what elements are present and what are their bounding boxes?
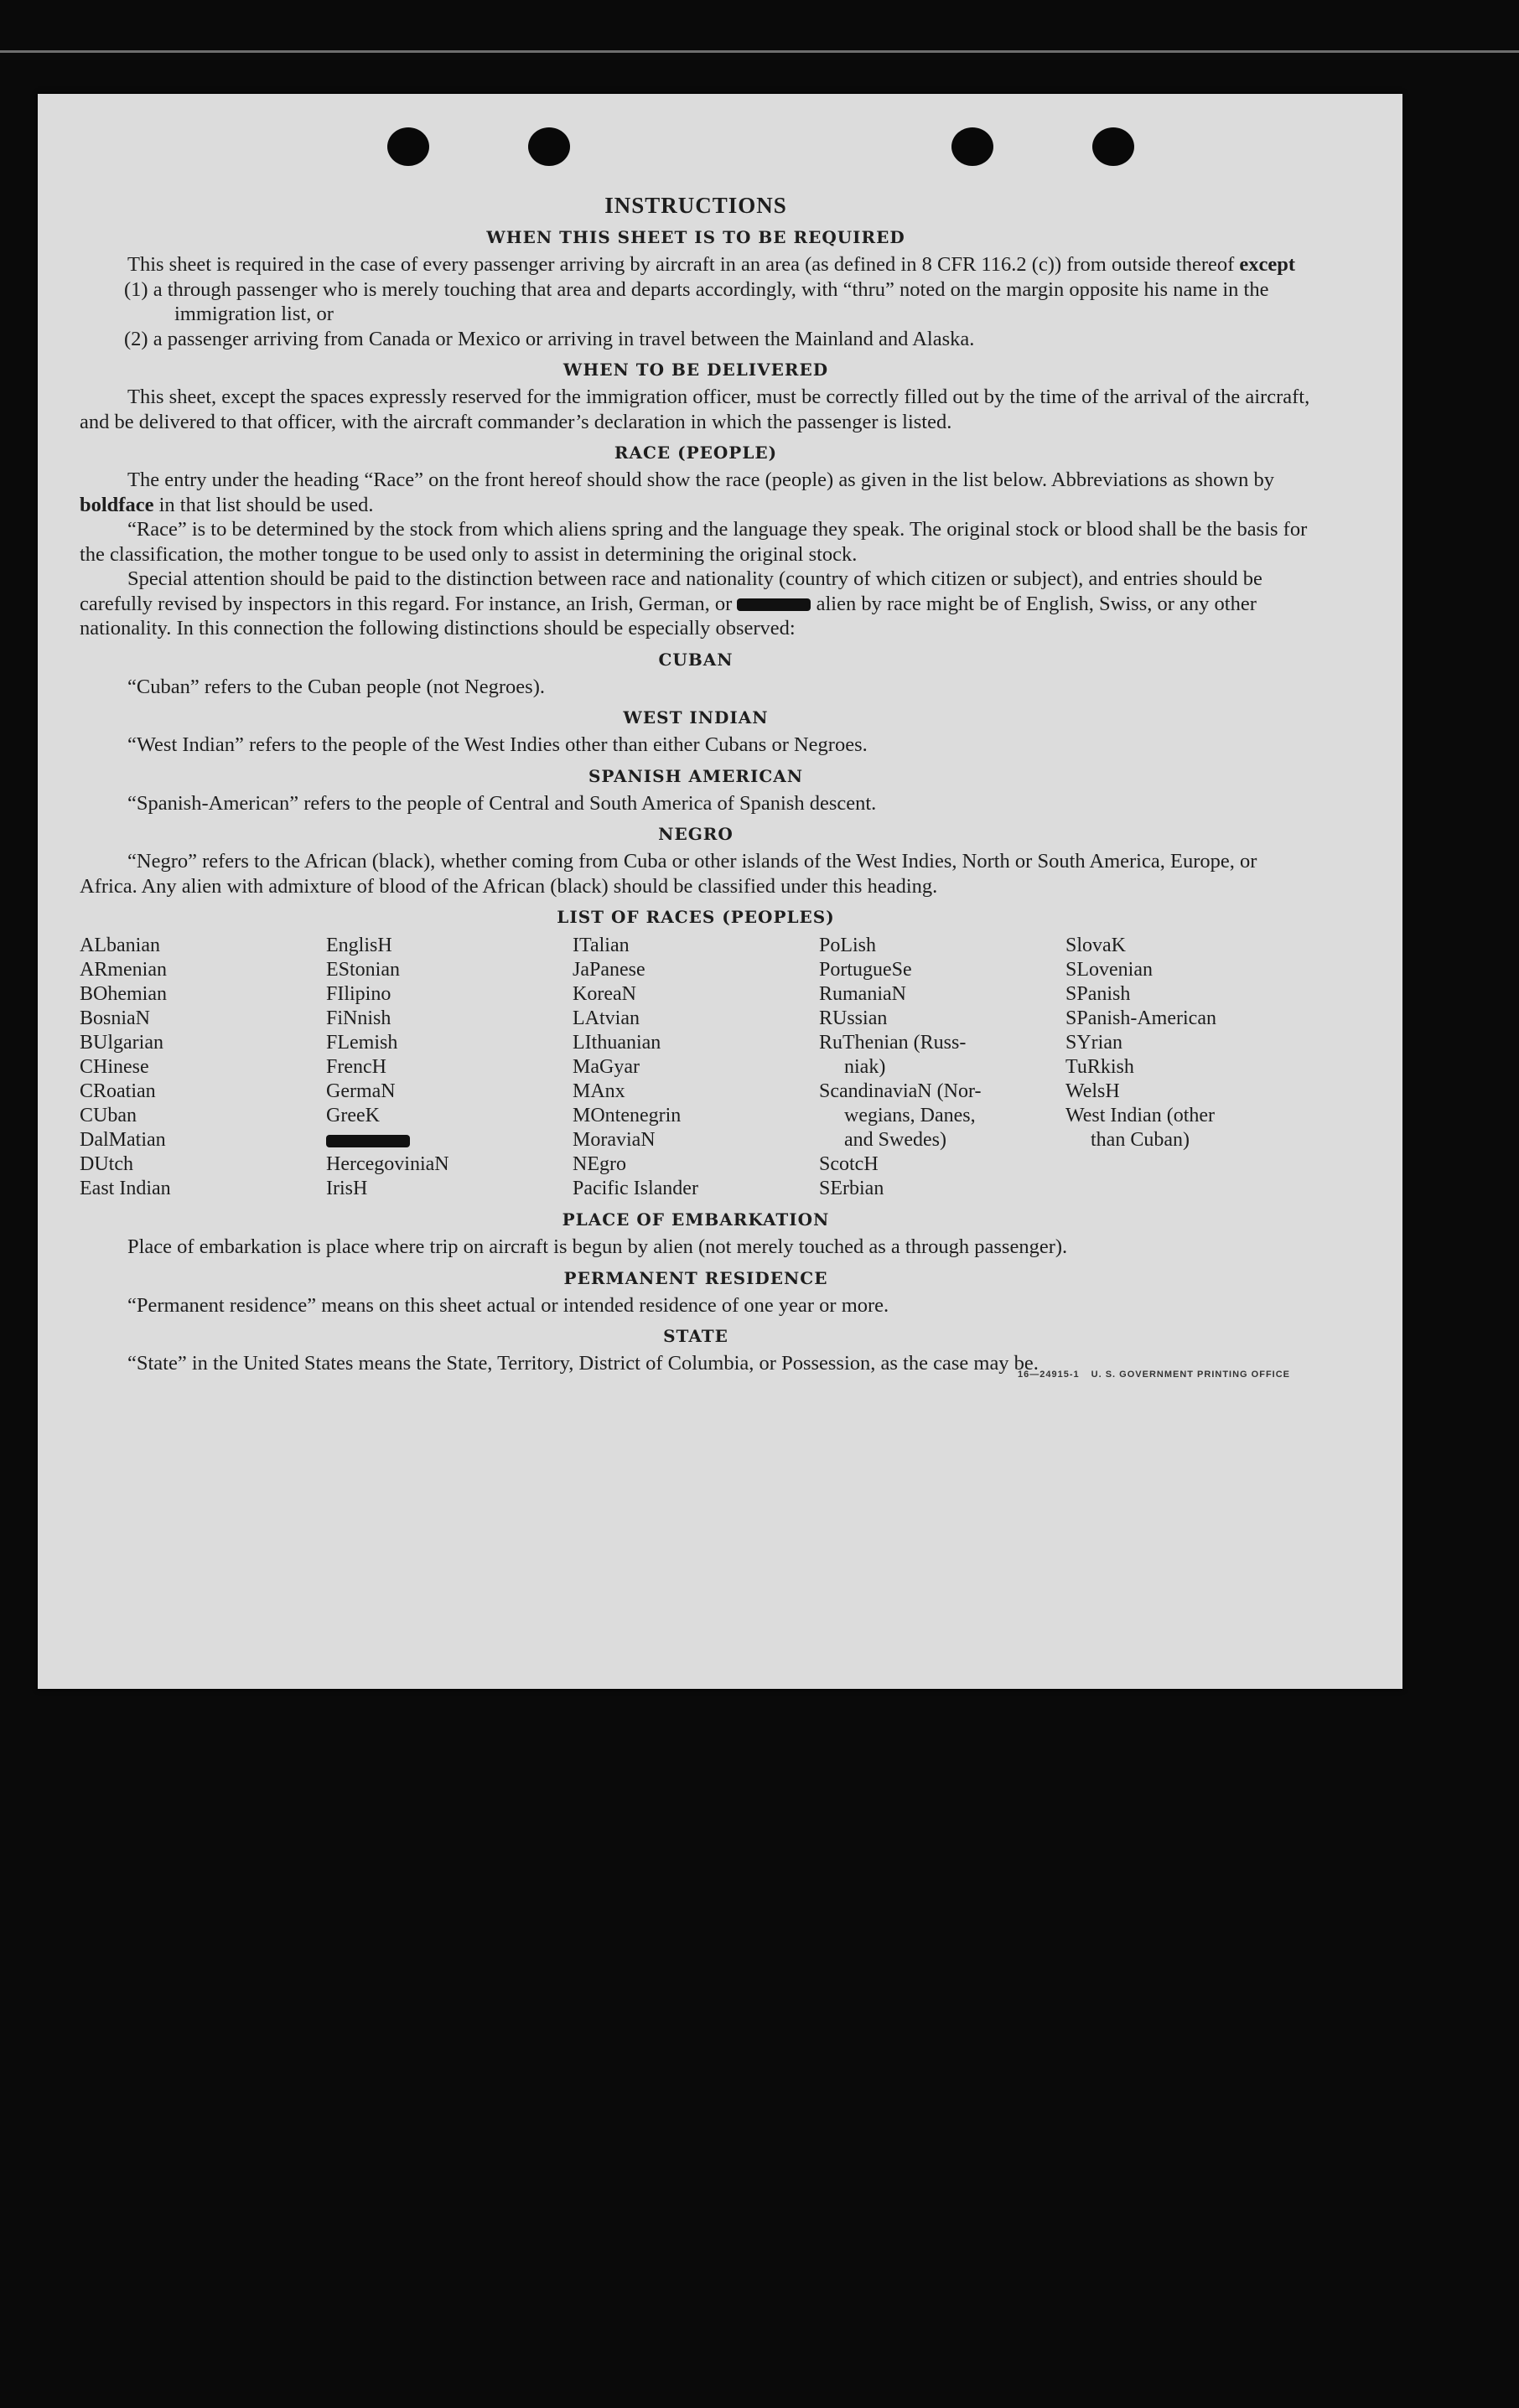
required-intro-except: except xyxy=(1239,253,1296,276)
race-paragraph-3: Special attention should be paid to the distinction between race and nationality (country of which citizen or subject), and entries should be carefully revised by inspectors in this regard. For instance, an Irish, German, or alien by race might be of English, Swiss, or any other nationality. In this connection the following distinctions should be especially observed: xyxy=(80,567,1262,640)
race-entry: LAtvian xyxy=(573,1007,640,1029)
race-column xyxy=(326,934,573,1201)
race-entry: PoLish xyxy=(819,935,877,956)
sheet-content xyxy=(80,193,1312,1380)
race-entry: MoraviaN xyxy=(573,1129,656,1151)
page-title: INSTRUCTIONS xyxy=(604,193,787,218)
race-entry: FrencH xyxy=(326,1056,386,1078)
race-entry: DalMatian xyxy=(80,1129,166,1151)
section-heading-cuban: CUBAN xyxy=(658,649,734,670)
race-paragraph-2: “Race” is to be determined by the stock from which aliens spring and the language they speak. The original stock or blood shall be the basis for the classification, the mother tongue to be used only to assist in determining the original stock. xyxy=(80,518,1308,566)
residence-text: “Permanent residence” means on this sheet actual or intended residence of one year or more. xyxy=(127,1293,889,1317)
punch-hole xyxy=(951,127,993,166)
race-entry: SLovenian xyxy=(1065,959,1153,981)
race-entry: SlovaK xyxy=(1065,935,1126,956)
race-entry: KoreaN xyxy=(573,983,636,1005)
race-entry: than Cuban) xyxy=(1091,1129,1190,1151)
race-entry: RuThenian (Russ- xyxy=(819,1032,967,1054)
race-paragraph-1: The entry under the heading “Race” on the front hereof should show the race (people) as given in the list below. Abbreviations as shown by boldface in that list should be used. xyxy=(80,469,1274,516)
state-row xyxy=(80,1351,1312,1380)
punch-hole xyxy=(1092,127,1134,166)
race-column xyxy=(80,934,326,1201)
race-entry: RUssian xyxy=(819,1007,888,1029)
race-entry: MAnx xyxy=(573,1080,625,1102)
race-entry: niak) xyxy=(844,1056,886,1078)
race-entry: ScandinaviaN (Nor- xyxy=(819,1080,982,1102)
section-heading-embarkation: PLACE OF EMBARKATION xyxy=(562,1209,830,1230)
west-indian-text: “West Indian” refers to the people of the West Indies other than either Cubans or Negroes. xyxy=(127,733,868,756)
race-entry: PortugueSe xyxy=(819,959,912,981)
race-entry: BosniaN xyxy=(80,1007,150,1029)
race-entry: CUban xyxy=(80,1105,137,1126)
race-entry: East Indian xyxy=(80,1178,171,1199)
scan-edge-line xyxy=(0,50,1519,53)
section-heading-list: LIST OF RACES (PEOPLES) xyxy=(557,907,835,927)
print-code xyxy=(1006,1370,1290,1380)
race-entry: and Swedes) xyxy=(844,1129,946,1151)
race-entry: MaGyar xyxy=(573,1056,640,1078)
race-entry: LIthuanian xyxy=(573,1032,661,1054)
section-heading-delivered: WHEN TO BE DELIVERED xyxy=(562,360,829,380)
race-entry: BUlgarian xyxy=(80,1032,163,1054)
race-entry: ALbanian xyxy=(80,935,160,956)
race-entry: ScotcH xyxy=(819,1153,879,1175)
cuban-text: “Cuban” refers to the Cuban people (not Negroes). xyxy=(127,675,545,698)
race-entry: BOhemian xyxy=(80,983,167,1005)
instruction-sheet xyxy=(38,94,1402,1689)
required-item: (2) a passenger arriving from Canada or Mexico or arriving in travel between the Mainland and Alaska. xyxy=(124,327,975,350)
section-heading-west-indian: WEST INDIAN xyxy=(623,707,769,728)
race-entry: NEgro xyxy=(573,1153,626,1175)
section-heading-residence: PERMANENT RESIDENCE xyxy=(563,1267,828,1288)
race-entry: SPanish xyxy=(1065,983,1131,1005)
race-entry: SPanish-American xyxy=(1065,1007,1216,1029)
race-entry: GermaN xyxy=(326,1080,396,1102)
race-column xyxy=(573,934,819,1201)
negro-text: “Negro” refers to the African (black), whether coming from Cuba or other islands of the West Indies, North or South America, Europe, or Africa. Any alien with admixture of blood of the African (black) should be classified under this heading. xyxy=(80,850,1257,898)
race-entry: TuRkish xyxy=(1065,1056,1134,1078)
race-entry: SYrian xyxy=(1065,1032,1122,1054)
punch-hole xyxy=(387,127,429,166)
race-entry: WelsH xyxy=(1065,1080,1120,1102)
required-item: (1) a through passenger who is merely touching that area and departs accordingly, with “thru” noted on the margin opposite his name in the immigration list, or xyxy=(124,277,1269,325)
race-entry: FiNnish xyxy=(326,1007,391,1029)
race-entry: JaPanese xyxy=(573,959,645,981)
race-entry: Pacific Islander xyxy=(573,1178,698,1199)
race-column xyxy=(1065,934,1312,1201)
redaction-mark xyxy=(737,598,811,611)
spanish-american-text: “Spanish-American” refers to the people of Central and South America of Spanish descent. xyxy=(127,791,877,815)
redaction-mark xyxy=(326,1135,410,1147)
embarkation-text: Place of embarkation is place where trip on aircraft is begun by alien (not merely touched as a through passenger). xyxy=(127,1235,1068,1258)
race-entry: ARmenian xyxy=(80,959,167,981)
section-heading-spanish-american: SPANISH AMERICAN xyxy=(588,765,804,786)
race-entry: CRoatian xyxy=(80,1080,156,1102)
printer-name: U. S. GOVERNMENT PRINTING OFFICE xyxy=(1091,1370,1290,1380)
punch-hole xyxy=(528,127,570,166)
race-entry: West Indian (other xyxy=(1065,1105,1216,1126)
form-number: 16—24915-1 xyxy=(1018,1370,1080,1380)
race-column xyxy=(819,934,1065,1201)
race-entry: DUtch xyxy=(80,1153,133,1175)
delivered-text: This sheet, except the spaces expressly reserved for the immigration officer, must be correctly filled out by the time of the arrival of the aircraft, and be delivered to that officer, with the aircraft commander’s declaration in which the passenger is listed. xyxy=(80,386,1310,433)
race-entry xyxy=(326,1128,573,1152)
race-entry: EStonian xyxy=(326,959,400,981)
race-list xyxy=(80,934,1312,1201)
section-heading-state: STATE xyxy=(663,1326,728,1346)
required-intro: This sheet is required in the case of every passenger arriving by aircraft in an area (as defined in 8 CFR 116.2 (c)) from outside thereof except xyxy=(127,253,1296,276)
race-entry: CHinese xyxy=(80,1056,149,1078)
section-heading-race: RACE (PEOPLE) xyxy=(614,443,778,463)
race-entry: HercegoviniaN xyxy=(326,1153,449,1175)
section-heading-required: WHEN THIS SHEET IS TO BE REQUIRED xyxy=(486,227,905,247)
race-entry: EnglisH xyxy=(326,935,392,956)
race-entry: MOntenegrin xyxy=(573,1105,682,1126)
race-entry: FLemish xyxy=(326,1032,398,1054)
race-entry: SErbian xyxy=(819,1178,884,1199)
race-entry: ITalian xyxy=(573,935,630,956)
race-entry: RumaniaN xyxy=(819,983,906,1005)
section-heading-negro: NEGRO xyxy=(658,824,734,844)
race-entry: IrisH xyxy=(326,1178,368,1199)
race-entry: wegians, Danes, xyxy=(844,1105,976,1126)
race-entry: GreeK xyxy=(326,1105,380,1126)
state-text: “State” in the United States means the State, Territory, District of Columbia, or Possession, as the case may be. xyxy=(127,1352,1039,1375)
boldface-word: boldface xyxy=(80,493,154,516)
race-entry: FIlipino xyxy=(326,983,391,1005)
